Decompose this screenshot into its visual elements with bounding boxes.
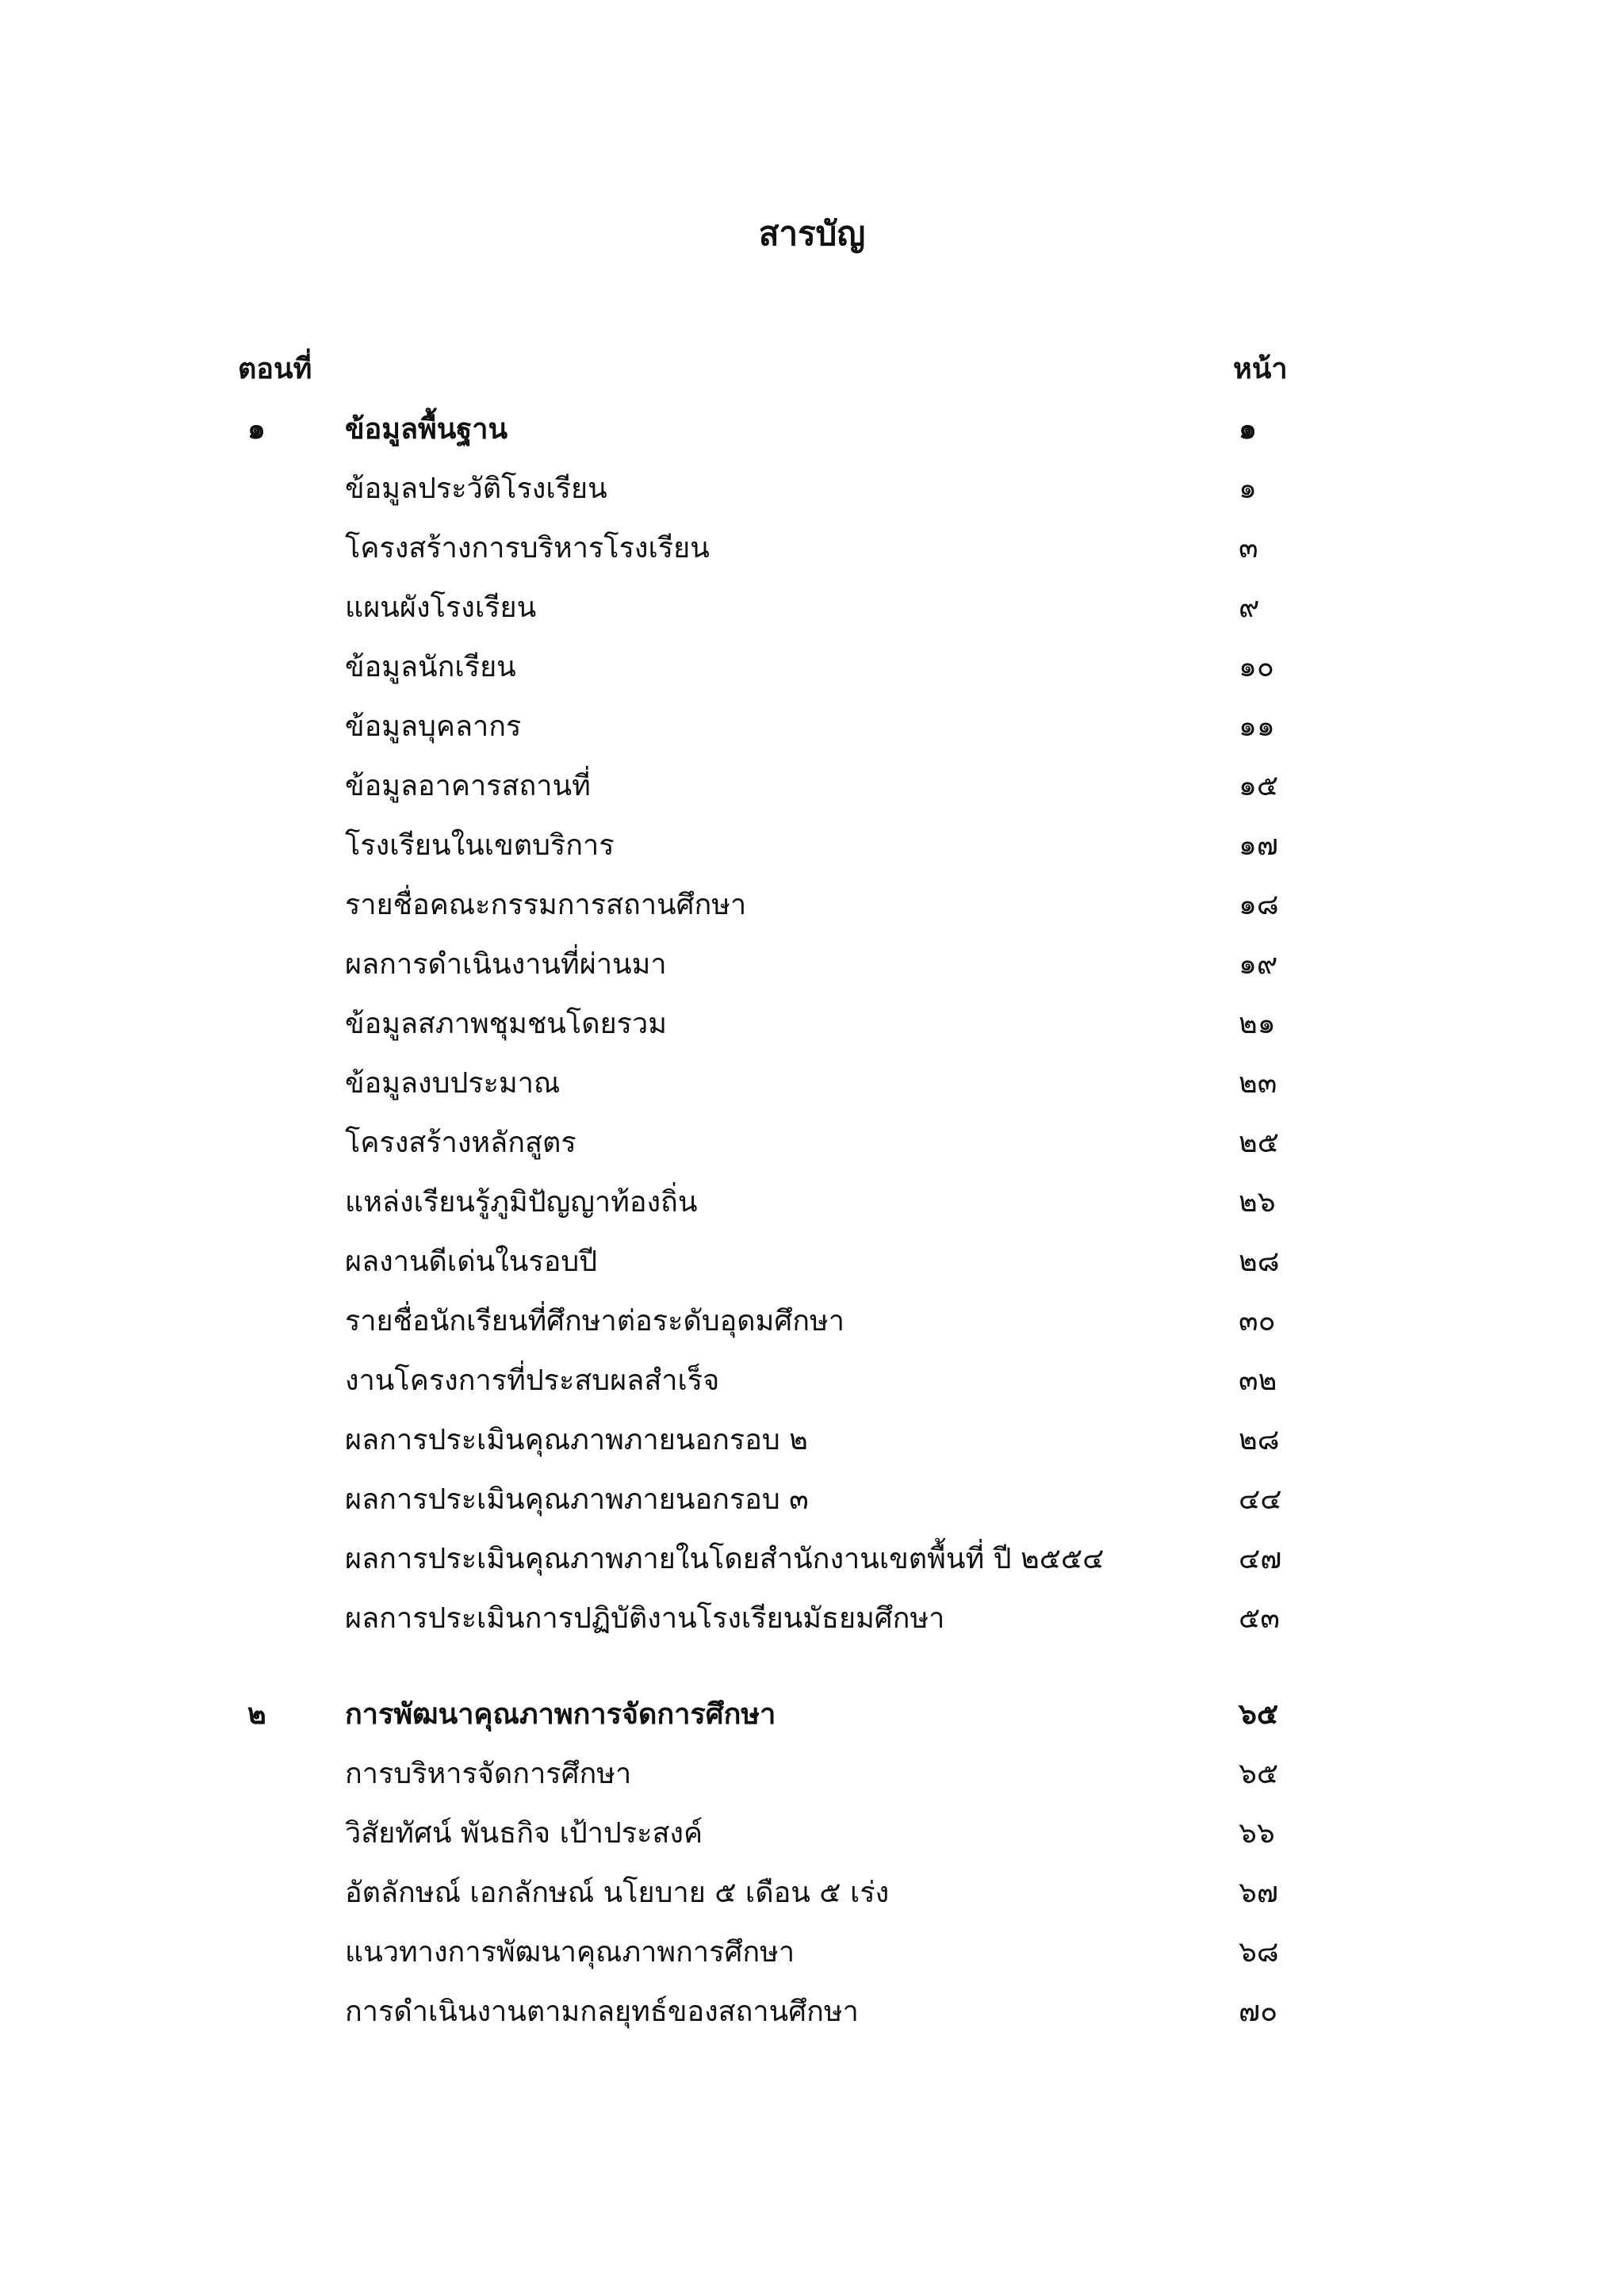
entry-page-number: ๒๘ [1239,1424,1280,1456]
toc-entry[interactable] [238,1589,1300,1648]
toc-entry[interactable] [238,756,1300,816]
toc-entry[interactable] [238,519,1300,578]
entry-title: ข้อมูลนักเรียน [345,651,516,683]
entry-page-number: ๓ [1239,532,1258,564]
entry-title: การบริหารจัดการศึกษา [345,1758,632,1790]
entry-title: การดำเนินงานตามกลยุทธ์ของสถานศึกษา [345,1996,859,2028]
toc-entry[interactable] [238,1351,1300,1410]
entry-page-number: ๓๐ [1239,1305,1276,1337]
toc-entry[interactable] [238,1470,1300,1529]
entry-page-number: ๒๕ [1239,1127,1279,1159]
toc-entry[interactable] [238,1863,1300,1923]
toc-entry[interactable] [238,1804,1300,1863]
entry-title: งานโครงการที่ประสบผลสำเร็จ [345,1364,720,1397]
section-number: ๒ [247,1697,266,1731]
entry-page-number: ๒๘ [1239,1246,1280,1278]
entry-title: อัตลักษณ์ เอกลักษณ์ นโยบาย ๕ เดือน ๕ เร่ง [345,1877,890,1909]
toc-entry[interactable] [238,1923,1300,1982]
toc-entry[interactable] [238,1054,1300,1113]
toc-entry[interactable] [238,1410,1300,1470]
toc-entry[interactable] [238,697,1300,756]
entry-title: วิสัยทัศน์ พันธกิจ เป้าประสงค์ [345,1817,703,1850]
section-title: การพัฒนาคุณภาพการจัดการศึกษา [345,1697,776,1731]
entry-title: ข้อมูลประวัติโรงเรียน [345,473,607,505]
entry-page-number: ๑๐ [1239,651,1274,683]
entry-title: แนวทางการพัฒนาคุณภาพการศึกษา [345,1936,795,1969]
entry-title: โครงสร้างหลักสูตร [345,1127,576,1159]
section-spacer [238,1648,1300,1685]
table-of-contents [238,346,1300,2042]
entry-title: โครงสร้างการบริหารโรงเรียน [345,532,710,564]
entry-page-number: ๑๕ [1239,770,1279,802]
toc-entry[interactable] [238,875,1300,935]
entry-title: ข้อมูลสภาพชุมชนโดยรวม [345,1008,667,1040]
section-page-number: ๑ [1239,412,1257,446]
entry-title: โรงเรียนในเขตบริการ [345,829,615,862]
toc-section-heading[interactable] [238,400,1300,459]
entry-page-number: ๙ [1239,591,1260,624]
entry-page-number: ๕๓ [1239,1602,1280,1635]
entry-page-number: ๒๖ [1239,1186,1276,1219]
toc-entry[interactable] [238,994,1300,1054]
entry-page-number: ๒๓ [1239,1067,1277,1100]
entry-page-number: ๓๒ [1239,1364,1277,1397]
entry-title: ผลการประเมินคุณภาพภายนอกรอบ ๒ [345,1424,808,1456]
toc-entry[interactable] [238,1529,1300,1589]
chapter-column-label: ตอนที่ [238,352,312,385]
entry-page-number: ๖๖ [1239,1817,1275,1850]
toc-entry[interactable] [238,1292,1300,1351]
entry-title: รายชื่อนักเรียนที่ศึกษาต่อระดับอุดมศึกษา [345,1305,845,1337]
entry-page-number: ๔๗ [1239,1543,1282,1575]
toc-entry[interactable] [238,637,1300,697]
entry-title: ข้อมูลอาคารสถานที่ [345,770,591,802]
toc-entry[interactable] [238,935,1300,994]
toc-entry[interactable] [238,1113,1300,1173]
entry-title: ผลการประเมินการปฏิบัติงานโรงเรียนมัธยมศึกษา [345,1602,945,1635]
entry-title: ผลการดำเนินงานที่ผ่านมา [345,948,667,981]
entry-page-number: ๖๕ [1239,1758,1279,1790]
entry-page-number: ๖๘ [1239,1936,1279,1969]
toc-entry[interactable] [238,1173,1300,1232]
entry-title: แหล่งเรียนรู้ภูมิปัญญาท้องถิ่น [345,1186,698,1219]
toc-header [238,346,1300,400]
entry-page-number: ๗๐ [1239,1996,1278,2028]
entry-title: ผลการประเมินคุณภาพภายนอกรอบ ๓ [345,1483,809,1516]
entry-title: ผลงานดีเด่นในรอบปี [345,1246,598,1278]
entry-page-number: ๑๘ [1239,889,1279,921]
entry-page-number: ๖๗ [1239,1877,1278,1909]
entry-page-number: ๒๑ [1239,1008,1276,1040]
entry-title: ผลการประเมินคุณภาพภายในโดยสำนักงานเขตพื้นที่ ปี ๒๕๕๔ [345,1543,1105,1575]
toc-entry[interactable] [238,1232,1300,1292]
page-title: สารบัญ [758,214,866,253]
section-number: ๑ [247,412,266,446]
entry-title: ข้อมูลบุคลากร [345,710,522,743]
toc-entry[interactable] [238,816,1300,875]
section-title: ข้อมูลพื้นฐาน [345,412,508,446]
entry-title: ข้อมูลงบประมาณ [345,1067,561,1100]
toc-body [238,400,1300,2042]
toc-entry[interactable] [238,578,1300,637]
entry-title: รายชื่อคณะกรรมการสถานศึกษา [345,889,747,921]
entry-page-number: ๑ [1239,473,1257,505]
page-column-label: หน้า [1233,352,1288,385]
entry-page-number: ๔๔ [1239,1483,1282,1516]
toc-entry[interactable] [238,459,1300,519]
entry-page-number: ๑๗ [1239,829,1278,862]
section-page-number: ๖๕ [1239,1697,1279,1731]
toc-entry[interactable] [238,1744,1300,1804]
toc-entry[interactable] [238,1982,1300,2042]
entry-title: แผนผังโรงเรียน [345,591,537,624]
entry-page-number: ๑๑ [1239,710,1275,743]
entry-page-number: ๑๙ [1239,948,1278,981]
toc-section-heading[interactable] [238,1685,1300,1744]
